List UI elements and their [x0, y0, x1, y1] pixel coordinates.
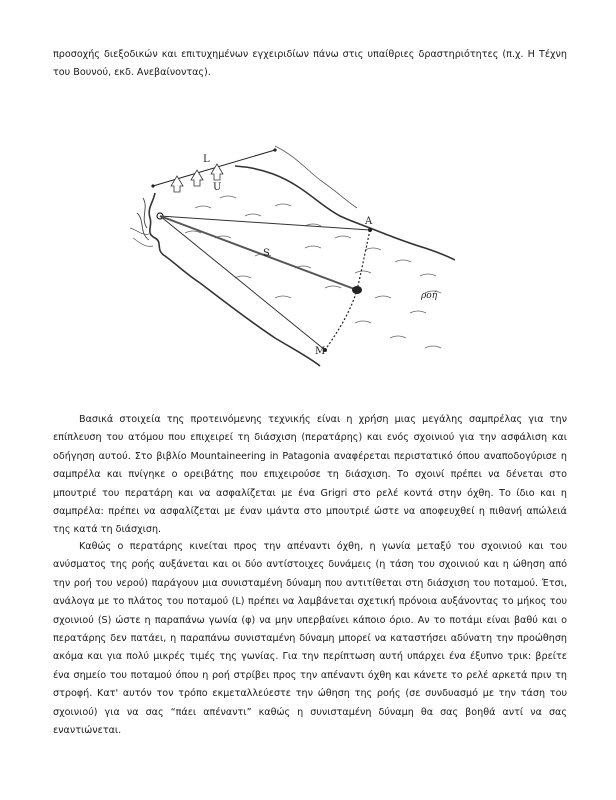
near-bank — [149, 193, 320, 366]
width-line-L — [153, 150, 275, 186]
rope-to-M — [160, 216, 325, 350]
label-M: M — [315, 346, 326, 357]
swimmer-icon — [352, 286, 362, 294]
river-crossing-diagram — [125, 138, 455, 368]
label-L: L — [203, 154, 210, 165]
water-hatching — [185, 196, 441, 348]
label-S: S — [263, 248, 270, 259]
far-bank — [235, 166, 455, 260]
crossing-path — [325, 230, 370, 350]
body-paragraph-1: Βασικά στοιχεία της προτεινόμενης τεχνικής είναι η χρήση μιας μεγάλης σαμπρέλας για την επίπλευση του ατόμου που επιχειρεί τη διάσχιση (περατάρης) και ενός σχοινιού για την ασφάλιση και οδήγηση αυτού. Στο βιβλίο Mountaineering in Patagonia αναφέρεται περιστατικό όπου αναποδογύρισε η σαμπρέλα και πνίγηκε ο ορειβάτης που επιχειρούσε τη διάσχιση. Το σχοινί πρέπει να δένεται στο μπουτριέ του περατάρη και να ασφαλίζεται με ένα Grigri στο ρελέ κοντά στην όχθη. Το ίδιο και η σαμπρέλα: πρέπει να ασφαλίζεται με έναν ιμάντα στο μπουτριέ ώστε να αποφευχθεί η πιθανή απώλειά της κατά τη διάσχιση. — [53, 414, 567, 536]
body-paragraph-2: Καθώς ο περατάρης κινείται προς την απέναντι όχθη, η γωνία μεταξύ του σχοινιού και του ανύσματος της ροής αυξάνεται και οι δύο αντίστοιχες δυνάμεις (η τάση του σχοινιού και η ώθηση από την ροή του νερού) παράγουν μια συνισταμένη δύναμη που αντιτίθεται στη διάσχιση του ποταμού. Έτσι, ανάλογα με το πλάτος του ποταμού (L) πρέπει να λαμβάνεται σχετική πρόνοια αυξάνοντας το μήκος του σχοινιού (S) ώστε η παραπάνω γωνία (φ) να μην υπερβαίνει κάποιο όριο. Αν το ποτάμι είναι βαθύ και ο περατάρης δεν πατάει, η παραπάνω συνισταμένη δύναμη μπορεί να καταστήσει αδύνατη την προώθηση ακόμα και για πολύ μικρές τιμές της γωνίας. Για την περίπτωση αυτή υπάρχει ένα έξυπνο τρικ: βρείτε ένα σημείο του ποταμού όπου η ροή στρίβει προς την απέναντι όχθη και κάνετε το ρελέ αρκετά πριν τη στροφή. Κατ' αυτόν τον τρόπο εκμεταλλεύεστε την ώθηση της ροής (σε συνδυασμό με την τάση του σχοινιού) για να σας “πάει απέναντι” καθώς η συνισταμένη δύναμη θα σας βοηθά αντί να σας εναντιώνεται. — [53, 541, 567, 737]
label-A: A — [365, 216, 373, 227]
intro-paragraph: προσοχής διεξοδικών και επιτυχημένων εγχειριδίων πάνω στις υπαίθριες δραστηριότητες (π.χ. Η Τέχνη του Βουνού, εκδ. Ανεβαίνοντας). — [53, 49, 567, 79]
label-U: U — [213, 182, 222, 193]
label-flow: ροή — [421, 291, 438, 301]
